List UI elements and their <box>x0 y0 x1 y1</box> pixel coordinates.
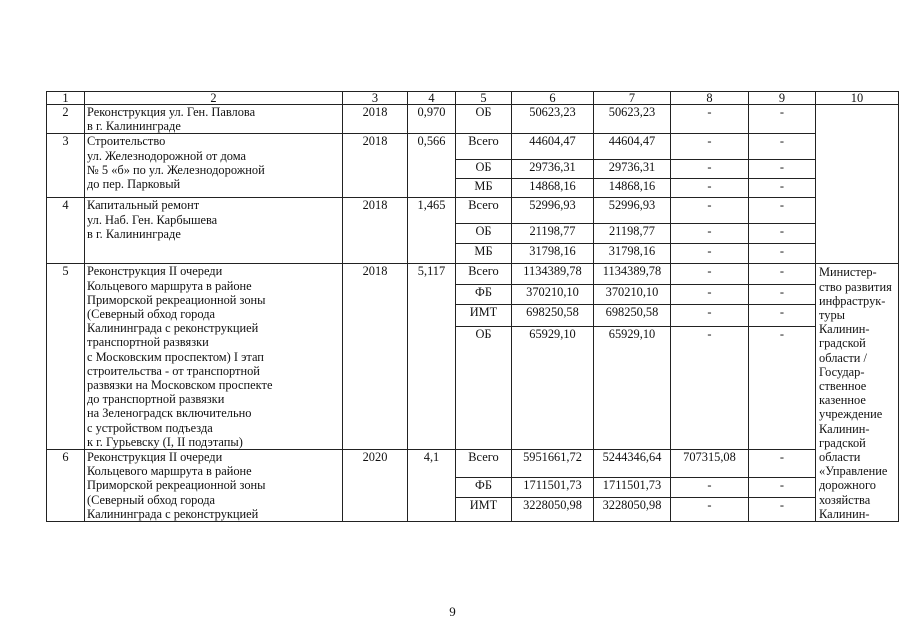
value-col9: - <box>749 244 816 264</box>
object-name <box>85 105 343 134</box>
header-cell: 9 <box>749 92 816 105</box>
value-col6: 698250,58 <box>512 304 594 326</box>
object-name-line: № 5 «б» по ул. Железнодорожной <box>87 162 265 177</box>
value-col9: - <box>749 198 816 224</box>
page-number: 9 <box>449 604 456 619</box>
value-col9: - <box>749 326 816 449</box>
responsible-line: градской <box>819 435 866 450</box>
value-col6: 50623,23 <box>512 105 594 134</box>
year-cell: 2018 <box>343 134 408 198</box>
responsible-line: учреждение <box>819 407 883 422</box>
object-name-line: на Зеленоградск включительно <box>87 406 252 421</box>
length-cell: 1,465 <box>408 198 456 264</box>
object-name-line: строительства - от транспортной <box>87 363 260 378</box>
program-table <box>46 91 899 522</box>
responsible-line: «Управление <box>819 464 888 479</box>
funding-source: Всего <box>456 198 512 224</box>
object-name-line: в г. Калининграде <box>87 119 181 134</box>
length-cell: 0,970 <box>408 105 456 134</box>
responsible-line: области / <box>819 350 867 365</box>
value-col7: 5244346,64 <box>594 450 671 478</box>
value-col8: - <box>671 477 749 497</box>
object-name-line: Реконструкция ул. Ген. Павлова <box>87 105 256 119</box>
header-cell: 8 <box>671 92 749 105</box>
value-col8: - <box>671 498 749 522</box>
value-col9: - <box>749 160 816 179</box>
responsible-line: Государ- <box>819 364 865 379</box>
value-col8: - <box>671 160 749 179</box>
value-col7: 3228050,98 <box>594 498 671 522</box>
row-number: 4 <box>47 198 85 264</box>
object-name-line: Кольцевого маршрута в районе <box>87 278 252 293</box>
funding-source: ФБ <box>456 284 512 304</box>
object-name-line: развязки на Московском проспекте <box>87 378 273 393</box>
year-cell: 2020 <box>343 450 408 522</box>
object-name <box>85 198 343 264</box>
funding-source: ОБ <box>456 326 512 449</box>
object-name-line: Приморской рекреационной зоны <box>87 292 266 307</box>
value-col7: 44604,47 <box>594 134 671 160</box>
header-cell: 5 <box>456 92 512 105</box>
object-name-line: Капитальный ремонт <box>87 198 200 213</box>
value-col6: 3228050,98 <box>512 498 594 522</box>
value-col8: - <box>671 264 749 284</box>
object-name-line: Калининграда с реконструкцией <box>87 321 259 336</box>
header-row <box>47 92 899 105</box>
object-name-line: Реконструкция II очереди <box>87 450 223 465</box>
funding-source: ИМТ <box>456 498 512 522</box>
row-number: 5 <box>47 264 85 450</box>
object-name-line: (Северный обход города <box>87 307 215 322</box>
responsible-line: казенное <box>819 393 866 408</box>
row-number: 2 <box>47 105 85 134</box>
responsible-line: дорожного <box>819 478 876 493</box>
object-name-line: к г. Гурьевску (I, II подэтапы) <box>87 434 243 449</box>
responsible-empty <box>816 105 899 264</box>
responsible-line: инфраструк- <box>819 293 886 308</box>
object-name-line: Строительство <box>87 134 166 149</box>
table-row <box>47 134 899 160</box>
responsible-line: хозяйства <box>819 492 871 507</box>
year-cell: 2018 <box>343 105 408 134</box>
value-col6: 44604,47 <box>512 134 594 160</box>
year-cell: 2018 <box>343 264 408 450</box>
header-cell: 6 <box>512 92 594 105</box>
object-name-line: транспортной развязки <box>87 335 209 350</box>
responsible-line: ство развития <box>819 279 892 294</box>
responsible-line: Калинин- <box>819 506 870 521</box>
header-cell: 10 <box>816 92 899 105</box>
value-col9: - <box>749 498 816 522</box>
object-name-line: ул. Железнодорожной от дома <box>87 148 246 163</box>
year-cell: 2018 <box>343 198 408 264</box>
value-col9: - <box>749 264 816 284</box>
table-row <box>47 198 899 224</box>
value-col6: 65929,10 <box>512 326 594 449</box>
object-name-line: Калининграда с реконструкцией <box>87 506 259 521</box>
header-cell: 2 <box>85 92 343 105</box>
responsible-line: Министер- <box>819 265 877 280</box>
value-col6: 5951661,72 <box>512 450 594 478</box>
header-cell: 7 <box>594 92 671 105</box>
object-name-line: (Северный обход города <box>87 492 215 507</box>
value-col7: 698250,58 <box>594 304 671 326</box>
value-col8: - <box>671 244 749 264</box>
length-cell: 0,566 <box>408 134 456 198</box>
object-name <box>85 450 343 522</box>
funding-source: ИМТ <box>456 304 512 326</box>
funding-source: Всего <box>456 264 512 284</box>
header-cell: 1 <box>47 92 85 105</box>
value-col8: - <box>671 304 749 326</box>
row-number: 6 <box>47 450 85 522</box>
value-col9: - <box>749 105 816 134</box>
value-col8: - <box>671 198 749 224</box>
object-name-line: Кольцевого маршрута в районе <box>87 464 252 479</box>
funding-source: Всего <box>456 134 512 160</box>
object-name-line: Реконструкция II очереди <box>87 264 223 279</box>
funding-source: МБ <box>456 179 512 198</box>
value-col6: 370210,10 <box>512 284 594 304</box>
value-col9: - <box>749 477 816 497</box>
object-name-line: ул. Наб. Ген. Карбышева <box>87 212 218 227</box>
length-cell: 4,1 <box>408 450 456 522</box>
row-number: 3 <box>47 134 85 198</box>
funding-source: Всего <box>456 450 512 478</box>
value-col6: 31798,16 <box>512 244 594 264</box>
object-name-line: с устройством подъезда <box>87 420 213 435</box>
value-col6: 21198,77 <box>512 224 594 244</box>
header-cell: 4 <box>408 92 456 105</box>
object-name-line: до пер. Парковый <box>87 177 181 192</box>
value-col7: 65929,10 <box>594 326 671 449</box>
object-name-line: с Московским проспектом) I этап <box>87 349 264 364</box>
value-col6: 14868,16 <box>512 179 594 198</box>
value-col6: 1711501,73 <box>512 477 594 497</box>
value-col7: 1134389,78 <box>594 264 671 284</box>
funding-source: ОБ <box>456 105 512 134</box>
header-cell: 3 <box>343 92 408 105</box>
funding-source: ОБ <box>456 160 512 179</box>
responsible-line: градской <box>819 336 866 351</box>
responsible-line: туры <box>819 308 845 323</box>
funding-source: МБ <box>456 244 512 264</box>
value-col7: 14868,16 <box>594 179 671 198</box>
object-name-line: Приморской рекреационной зоны <box>87 478 266 493</box>
responsible-line: Калинин- <box>819 322 870 337</box>
responsible-line: ственное <box>819 379 867 394</box>
value-col8: - <box>671 134 749 160</box>
table-row <box>47 264 899 284</box>
funding-source: ФБ <box>456 477 512 497</box>
value-col9: - <box>749 179 816 198</box>
responsible-executor <box>816 264 899 522</box>
object-name-line: до транспортной развязки <box>87 392 225 407</box>
value-col8: - <box>671 224 749 244</box>
value-col8: - <box>671 105 749 134</box>
value-col7: 52996,93 <box>594 198 671 224</box>
value-col9: - <box>749 134 816 160</box>
table-row <box>47 450 899 478</box>
value-col8: - <box>671 284 749 304</box>
object-name-line: в г. Калининграде <box>87 226 181 241</box>
value-col8: 707315,08 <box>671 450 749 478</box>
value-col7: 370210,10 <box>594 284 671 304</box>
value-col7: 31798,16 <box>594 244 671 264</box>
value-col7: 1711501,73 <box>594 477 671 497</box>
object-name <box>85 134 343 198</box>
value-col9: - <box>749 450 816 478</box>
funding-source: ОБ <box>456 224 512 244</box>
table-row <box>47 105 899 134</box>
length-cell: 5,117 <box>408 264 456 450</box>
value-col7: 21198,77 <box>594 224 671 244</box>
object-name <box>85 264 343 450</box>
value-col6: 29736,31 <box>512 160 594 179</box>
value-col6: 52996,93 <box>512 198 594 224</box>
value-col7: 29736,31 <box>594 160 671 179</box>
value-col8: - <box>671 326 749 449</box>
value-col6: 1134389,78 <box>512 264 594 284</box>
value-col9: - <box>749 304 816 326</box>
value-col8: - <box>671 179 749 198</box>
value-col7: 50623,23 <box>594 105 671 134</box>
value-col9: - <box>749 284 816 304</box>
value-col9: - <box>749 224 816 244</box>
responsible-line: Калинин- <box>819 421 870 436</box>
responsible-line: области <box>819 450 861 465</box>
